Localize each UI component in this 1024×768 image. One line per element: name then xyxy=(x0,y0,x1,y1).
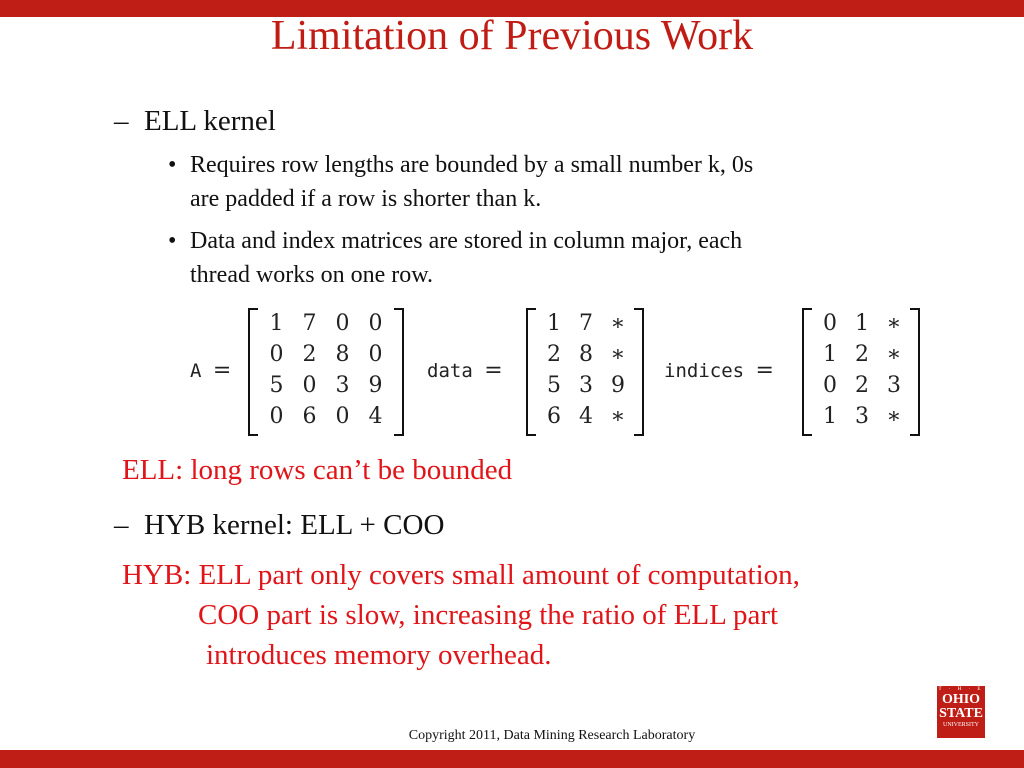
left-bracket xyxy=(526,308,536,436)
matrix-cell: 2 xyxy=(547,342,561,367)
bullet-line: Requires row lengths are bounded by a small number k, 0s xyxy=(190,152,754,178)
matrix-a xyxy=(248,308,404,432)
matrix-cell: 1 xyxy=(269,311,284,336)
ell-heading xyxy=(114,104,276,138)
matrix-cell: 5 xyxy=(269,373,284,398)
dash-marker: – xyxy=(114,509,129,541)
matrix-data xyxy=(526,308,644,432)
matrix-cell: 3 xyxy=(855,404,869,429)
bottom-accent-bar xyxy=(0,750,1024,768)
bullet-column-major xyxy=(168,224,743,292)
left-bracket xyxy=(802,308,812,436)
hyb-heading xyxy=(114,508,444,542)
bullet-row-lengths xyxy=(168,148,754,216)
hyb-note-line: COO part is slow, increasing the ratio of ELL part xyxy=(198,599,779,631)
slide-title: Limitation of Previous Work xyxy=(270,13,754,59)
matrix-cell: ∗ xyxy=(610,342,626,367)
bullet-dot: • xyxy=(168,152,177,178)
matrix-cell: 1 xyxy=(547,311,561,336)
matrix-cell: 2 xyxy=(855,373,869,398)
matrix-a-grid xyxy=(260,308,392,432)
matrix-cell: 4 xyxy=(368,404,383,429)
matrix-cell: ∗ xyxy=(886,404,902,429)
ohio-state-logo: T · H · E OHIO STATE UNIVERSITY xyxy=(937,686,985,738)
matrix-cell: 0 xyxy=(269,404,284,429)
bullet-dot: • xyxy=(168,228,177,254)
matrix-cell: 0 xyxy=(302,373,317,398)
matrix-cell: 1 xyxy=(823,404,837,429)
hyb-note-line: HYB: ELL part only covers small amount of computation, xyxy=(122,559,800,591)
ell-heading-text: ELL kernel xyxy=(144,105,276,137)
matrix-data-label: data = xyxy=(427,358,503,383)
copyright-footer: Copyright 2011, Data Mining Research Laboratory xyxy=(408,728,696,743)
matrix-data-grid xyxy=(538,308,634,432)
matrix-cell: 5 xyxy=(547,373,561,398)
matrix-cell: 4 xyxy=(579,404,593,429)
matrix-cell: 3 xyxy=(579,373,593,398)
matrix-cell: 0 xyxy=(335,311,350,336)
matrix-cell: 9 xyxy=(368,373,383,398)
matrix-cell: ∗ xyxy=(886,311,902,336)
right-bracket xyxy=(394,308,404,436)
matrix-cell: ∗ xyxy=(610,311,626,336)
matrix-cell: 3 xyxy=(887,373,901,398)
matrix-cell: 8 xyxy=(579,342,593,367)
bullet-line: Data and index matrices are stored in column major, each xyxy=(190,228,743,254)
hyb-heading-text: HYB kernel: ELL + COO xyxy=(144,509,445,541)
matrix-cell: ∗ xyxy=(886,342,902,367)
matrix-cell: 2 xyxy=(302,342,317,367)
matrix-cell: 6 xyxy=(302,404,317,429)
matrix-cell: 8 xyxy=(335,342,350,367)
matrix-cell: 0 xyxy=(368,342,383,367)
matrix-cell: 0 xyxy=(368,311,383,336)
matrix-cell: 3 xyxy=(335,373,350,398)
matrix-indices-grid xyxy=(814,308,910,432)
matrix-cell: 0 xyxy=(269,342,284,367)
matrix-figure xyxy=(190,308,920,436)
matrix-cell: 2 xyxy=(855,342,869,367)
hyb-note xyxy=(122,555,800,675)
right-bracket xyxy=(634,308,644,436)
matrix-cell: 0 xyxy=(823,311,837,336)
matrix-cell: 7 xyxy=(302,311,317,336)
matrix-indices-label: indices = xyxy=(664,358,774,383)
bullet-line: thread works on one row. xyxy=(190,262,434,288)
matrix-cell: 6 xyxy=(547,404,561,429)
matrix-cell: 0 xyxy=(335,404,350,429)
matrix-cell: 1 xyxy=(823,342,837,367)
ell-note: ELL: long rows can’t be bounded xyxy=(122,454,513,486)
bullet-line: are padded if a row is shorter than k. xyxy=(190,186,542,212)
dash-marker: – xyxy=(114,105,129,137)
matrix-cell: 1 xyxy=(855,311,869,336)
right-bracket xyxy=(910,308,920,436)
left-bracket xyxy=(248,308,258,436)
matrix-indices xyxy=(802,308,920,432)
matrix-cell: 0 xyxy=(823,373,837,398)
matrix-cell: 7 xyxy=(579,311,593,336)
matrix-cell: ∗ xyxy=(610,404,626,429)
matrix-cell: 9 xyxy=(611,373,625,398)
matrix-a-label: A = xyxy=(190,358,232,383)
hyb-note-line: introduces memory overhead. xyxy=(206,639,552,671)
